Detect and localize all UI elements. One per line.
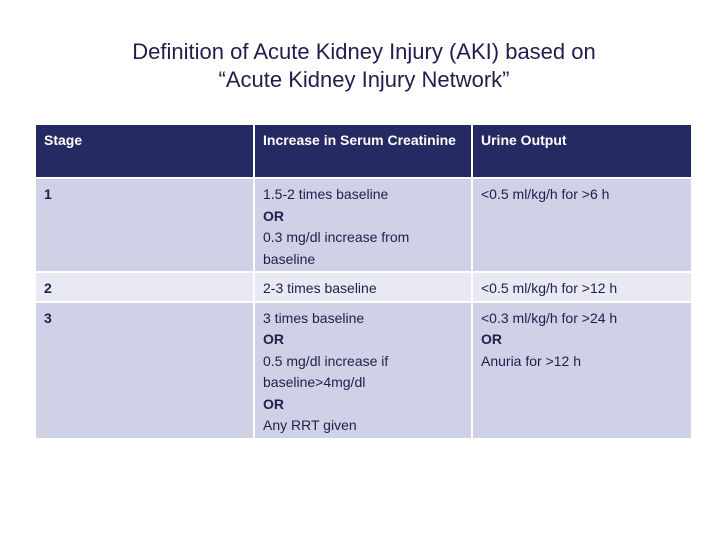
creatinine-cell (254, 272, 472, 302)
stage-cell: 2 (36, 272, 254, 302)
aki-staging-table (36, 125, 691, 440)
table-header-row (36, 125, 691, 178)
cell-line: <0.3 ml/kg/h for >24 h (481, 309, 618, 326)
cell-line: 3 times baseline (263, 309, 365, 326)
urine-output-cell (472, 302, 691, 439)
urine-output-cell (472, 178, 691, 272)
cell-line: 0.5 mg/dl increase if baseline>4mg/dl (263, 352, 389, 390)
title-line-1: Definition of Acute Kidney Injury (AKI) based on (132, 39, 596, 64)
cell-line: Anuria for >12 h (481, 352, 582, 369)
table-row-stage-3 (36, 302, 691, 439)
or-label: OR (263, 207, 284, 224)
cell-line: 2-3 times baseline (263, 280, 377, 296)
cell-line: Any RRT given (263, 417, 357, 433)
creatinine-cell (254, 178, 472, 272)
cell-line: <0.5 ml/kg/h for >6 h (481, 186, 610, 202)
or-label: OR (263, 331, 284, 347)
table-row-stage-1 (36, 178, 691, 272)
cell-line: 0.3 mg/dl increase from baseline (263, 229, 410, 267)
or-label: OR (263, 395, 284, 412)
table-row-stage-2 (36, 272, 691, 302)
header-urine-output: Urine Output (472, 125, 691, 178)
creatinine-cell (254, 302, 472, 439)
cell-line: <0.5 ml/kg/h for >12 h (481, 280, 618, 296)
header-serum-creatinine: Increase in Serum Creatinine (254, 125, 472, 178)
header-stage: Stage (36, 125, 254, 178)
slide-title (0, 38, 728, 94)
cell-line: 1.5-2 times baseline (263, 186, 389, 202)
urine-output-cell (472, 272, 691, 302)
title-line-2: “Acute Kidney Injury Network” (218, 67, 510, 92)
stage-cell: 3 (36, 302, 254, 439)
stage-cell: 1 (36, 178, 254, 272)
or-label: OR (481, 331, 502, 347)
